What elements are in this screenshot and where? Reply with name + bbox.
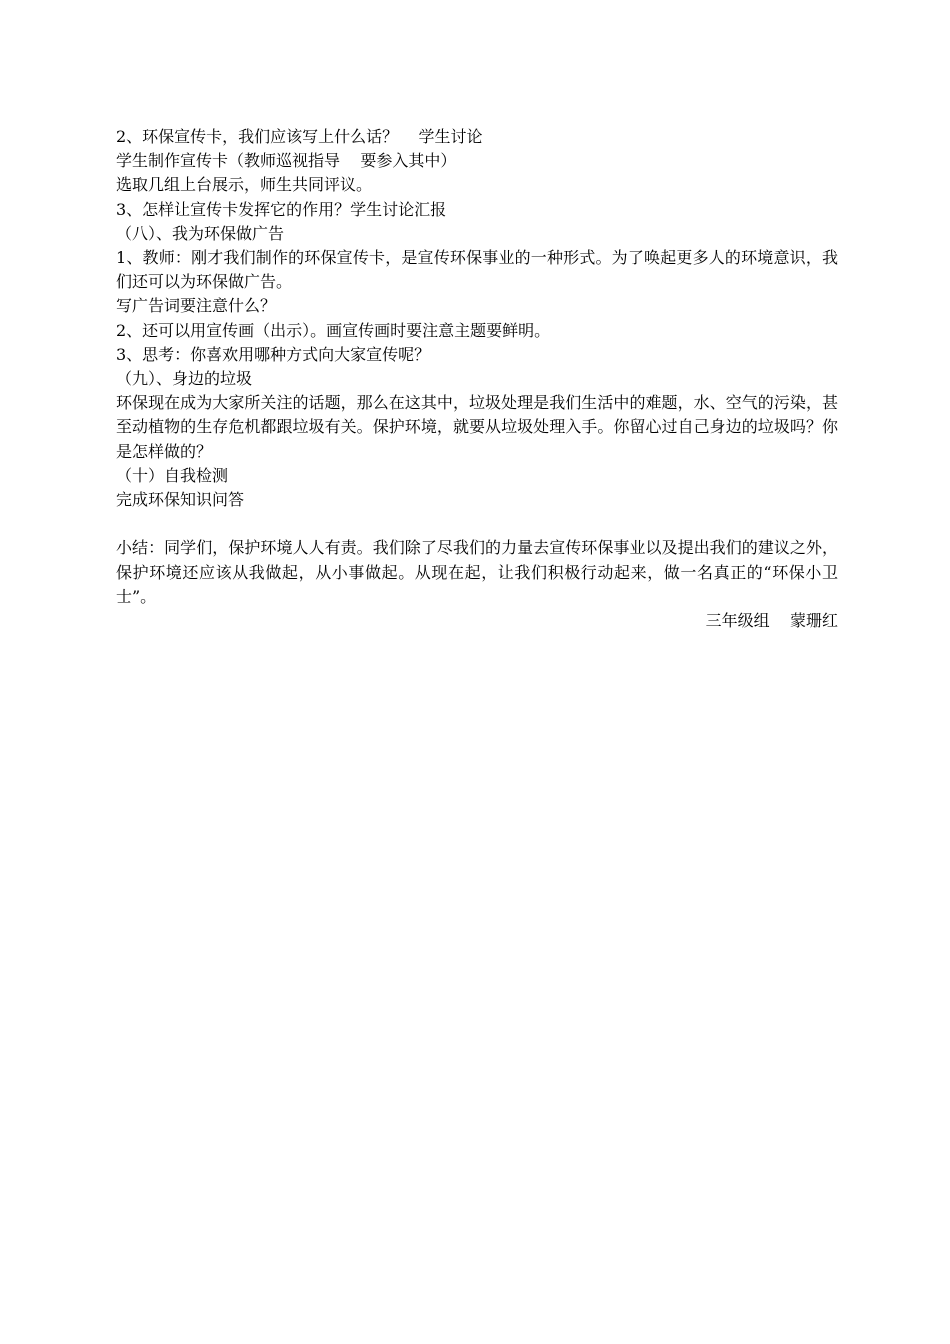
text-line: 2、还可以用宣传画（出示）。画宣传画时要注意主题要鲜明。 [116,320,551,340]
signature: 三年级组 蒙珊红 [705,611,838,631]
paragraph: 1、教师：刚才我们制作的环保宣传卡，是宣传环保事业的一种形式。为了唤起更多人的环境意识，我们还可以为环保做广告。 [116,248,838,292]
text-line: 3、思考：你喜欢用哪种方式向大家宣传呢？ [116,344,431,364]
section-heading: （十）自我检测 [116,465,229,485]
text-line: 3、怎样让宣传卡发挥它的作用？学生讨论汇报 [116,199,447,219]
text-line: 选取几组上台展示，师生共同评议。 [116,175,373,195]
section-heading: （八）、我为环保做广告 [116,223,285,243]
text-line: 完成环保知识问答 [116,490,245,510]
text-line: 写广告词要注意什么？ [116,296,277,316]
blank-line [116,512,838,536]
paragraph: 环保现在成为大家所关注的话题，那么在这其中，垃圾处理是我们生活中的难题，水、空气的污染，甚至动植物的生存危机都跟垃圾有关。保护环境，就要从垃圾处理入手。你留心过自己身边的垃圾吗？你是怎样做的？ [116,393,838,461]
document-body [116,125,838,633]
section-heading: （九）、身边的垃圾 [116,369,253,389]
text-line: 学生制作宣传卡（教师巡视指导 要参入其中） [116,151,457,171]
text-line: 2、环保宣传卡，我们应该写上什么话？ 学生讨论 [116,127,483,146]
summary-paragraph: 小结：同学们，保护环境人人有责。我们除了尽我们的力量去宣传环保事业以及提出我们的建议之外，保护环境还应该从我做起，从小事做起。从现在起，让我们积极行动起来，做一名真正的“环保小卫士”。 [116,538,838,606]
